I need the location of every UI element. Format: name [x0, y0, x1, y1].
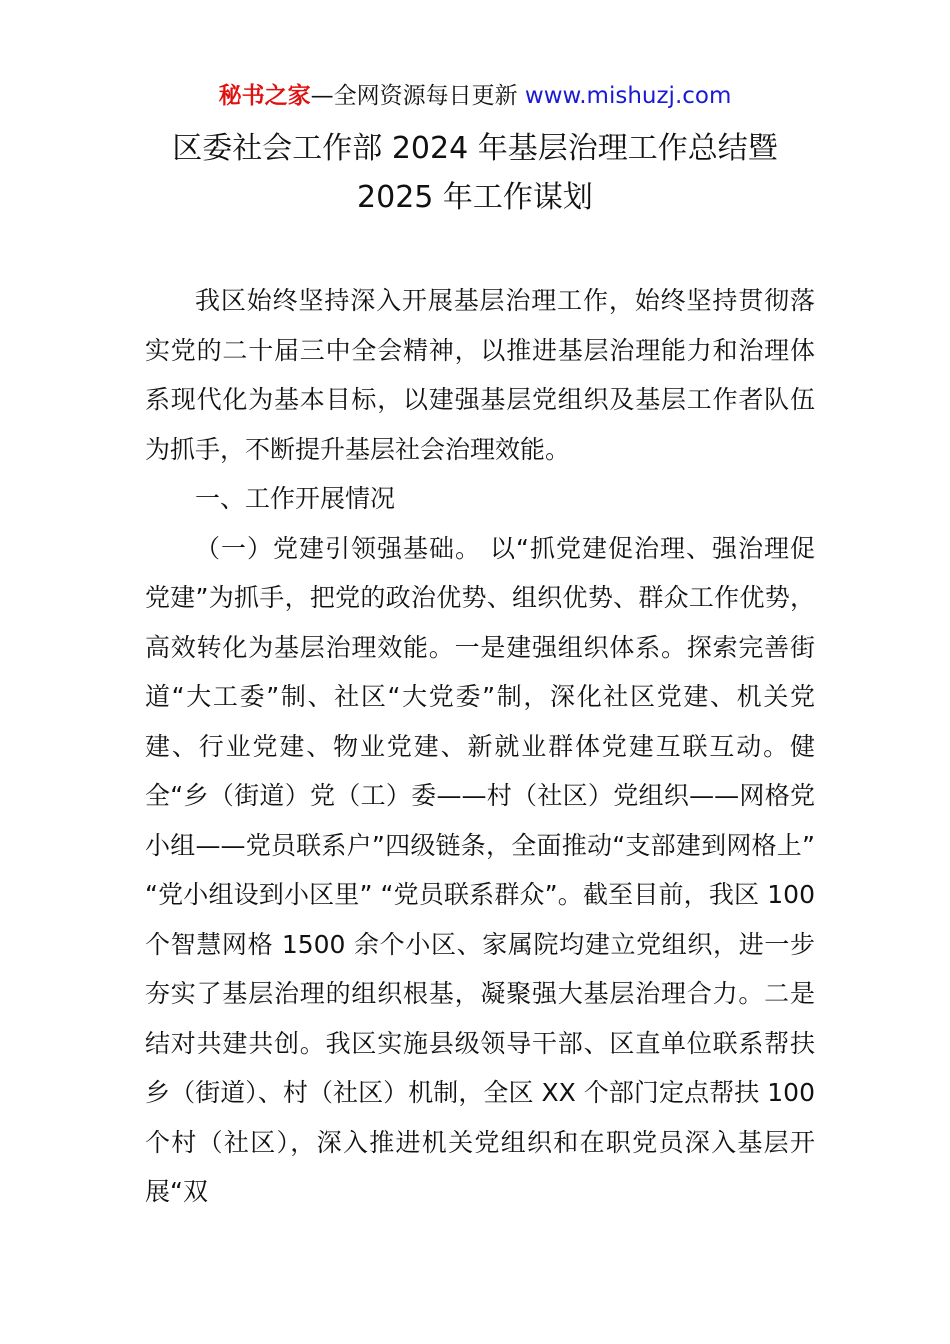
brand-name: 秘书之家: [218, 83, 311, 109]
intro-paragraph: 我区始终坚持深入开展基层治理工作，始终坚持贯彻落实党的二十届三中全会精神，以推进基层治理能力和治理体系现代化为基本目标，以建强基层党组织及基层工作者队伍为抓手，不断提升基层社会治理效能。: [145, 286, 815, 464]
body-paragraph: （一）党建引领强基础。 以“抓党建促治理、强治理促党建”为抓手，把党的政治优势、组织优势、群众工作优势，高效转化为基层治理效能。一是建强组织体系。探索完善街道“大工委”制、社区“大党委”制，深化社区党建、机关党建、行业党建、物业党建、新就业群体党建互联互动。健全“乡（街道）党（工）委——村（社区）党组织——网格党小组——党员联系户”四级链条，全面推动“支部建到网格上” “党小组设到小区里” “党员联系群众”。截至目前，我区 100 个智慧网格 1500 余个小区、家属院均建立党组织，进一步夯实了基层治理的组织根基，凝聚强大基层治理合力。二是结对共建共创。我区实施县级领导干部、区直单位联系帮扶乡（街道）、村（社区）机制，全区 XX 个部门定点帮扶 100 个村（社区），深入推进机关党组织和在职党员深入基层开展“双: [145, 533, 815, 1206]
document-title-line-1: 区委社会工作部 2024 年基层治理工作总结暨: [172, 131, 778, 166]
section-heading: 一、工作开展情况: [195, 484, 396, 513]
website-link[interactable]: www.mishuzj.com: [524, 83, 732, 109]
banner-tagline: —全网资源每日更新: [310, 83, 525, 109]
site-banner: [0, 78, 950, 114]
document-title-line-2: 2025 年工作谋划: [357, 180, 593, 215]
document-body: [145, 276, 815, 1217]
